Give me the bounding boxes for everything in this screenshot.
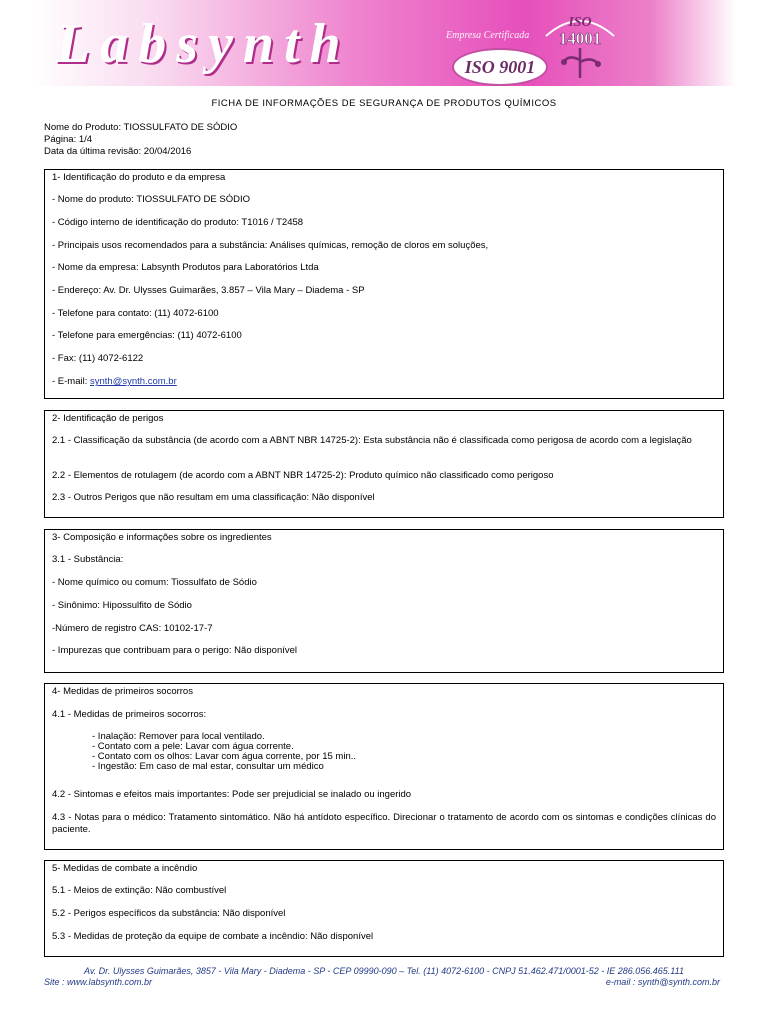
section-identification <box>44 169 724 399</box>
product-name: Nome do Produto: TIOSSULFATO DE SÓDIO <box>44 122 238 133</box>
other-hazards: 2.3 - Outros Perigos que não resultam em uma classificação: Não disponível <box>52 492 375 503</box>
section-line: - Principais usos recomendados para a substância: Análises químicas, remoção de cloros em soluções, <box>52 240 489 251</box>
section-heading: 4- Medidas de primeiros socorros <box>52 686 193 697</box>
page-number: Página: 1/4 <box>44 134 93 145</box>
document-meta <box>44 122 237 158</box>
svg-text:14001: 14001 <box>558 29 602 48</box>
physician-notes: 4.3 - Notas para o médico: Tratamento sintomático. Não há antídoto específico. Direcionar o tratamento de acordo com os sintomas e condições clínicas do paciente. <box>52 812 716 835</box>
section-line: - Endereço: Av. Dr. Ulysses Guimarães, 3.857 – Vila Mary – Diadema - SP <box>52 285 365 296</box>
section-line: - Telefone para contato: (11) 4072-6100 <box>52 308 219 319</box>
section-line: - Impurezas que contribuam para o perigo: Não disponível <box>52 645 298 656</box>
list-item: - Inalação: Remover para local ventilado. <box>92 731 265 742</box>
revision-date: Data da última revisão: 20/04/2016 <box>44 146 192 157</box>
iso-14001-logo <box>538 6 622 82</box>
labeling-elements: 2.2 - Elementos de rotulagem (de acordo com a ABNT NBR 14725-2): Produto químico não classificado como perigoso <box>52 470 554 481</box>
site-label: Site : <box>44 977 68 987</box>
email-link[interactable]: synth@synth.com.br <box>90 376 177 387</box>
section-line: 5.2 - Perigos específicos da substância: Não disponível <box>52 908 286 919</box>
footer-site <box>44 977 152 987</box>
section-line: - Nome da empresa: Labsynth Produtos para Laboratórios Ltda <box>52 262 319 273</box>
symptoms-effects: 4.2 - Sintomas e efeitos mais importantes: Pode ser prejudicial se inalado ou ingerido <box>52 789 412 800</box>
email-line <box>52 376 716 388</box>
email-label: - E-mail: <box>52 376 90 387</box>
section-first-aid <box>44 683 724 850</box>
list-item: - Ingestão: Em caso de mal estar, consultar um médico <box>92 761 324 772</box>
footer-email-link[interactable]: synth@synth.com.br <box>637 977 720 987</box>
document-title: FICHA DE INFORMAÇÕES DE SEGURANÇA DE PRODUTOS QUÍMICOS <box>211 98 557 109</box>
section-heading: 2- Identificação de perigos <box>52 413 164 424</box>
site-link[interactable]: www.labsynth.com.br <box>67 977 153 987</box>
section-line: 5.1 - Meios de extinção: Não combustível <box>52 885 227 896</box>
brand-logo: Labsynth <box>56 13 351 75</box>
section-line: - Código interno de identificação do produto: T1016 / T2458 <box>52 217 304 228</box>
section-line: - Nome do produto: TIOSSULFATO DE SÓDIO <box>52 194 250 205</box>
list-item: - Contato com os olhos: Lavar com água corrente, por 15 min.. <box>92 751 357 762</box>
section-composition <box>44 529 724 673</box>
section-heading: 1- Identificação do produto e da empresa <box>52 172 226 183</box>
svg-text:ISO: ISO <box>568 15 592 30</box>
list-item: - Contato com a pele: Lavar com água corrente. <box>92 741 294 752</box>
header-banner <box>32 0 736 86</box>
first-aid-list <box>92 732 356 772</box>
section-heading: 5- Medidas de combate a incêndio <box>52 863 198 874</box>
section-fire-fighting <box>44 860 724 957</box>
footer-email <box>606 977 720 987</box>
section-line: - Nome químico ou comum: Tiossulfato de Sódio <box>52 577 257 588</box>
footer-email-label: e-mail : <box>605 977 638 987</box>
certified-company-label: Empresa Certificada <box>446 30 530 41</box>
section-line: 5.3 - Medidas de proteção da equipe de combate a incêndio: Não disponível <box>52 931 374 942</box>
iso-9001-seal: ISO 9001 <box>452 48 548 86</box>
section-hazards <box>44 410 724 518</box>
section-line: -Número de registro CAS: 10102-17-7 <box>52 623 213 634</box>
hazard-classification: 2.1 - Classificação da substância (de acordo com a ABNT NBR 14725-2): Esta substância não é classificada como perigosa de acordo com a legislação <box>52 435 692 446</box>
section-heading: 3- Composição e informações sobre os ingredientes <box>52 532 272 543</box>
section-line: - Telefone para emergências: (11) 4072-6100 <box>52 330 242 341</box>
subsection-heading: 4.1 - Medidas de primeiros socorros: <box>52 709 207 720</box>
section-line: - Sinônimo: Hipossulfito de Sódio <box>52 600 192 611</box>
footer-address: Av. Dr. Ulysses Guimarães, 3857 - Vila Mary - Diadema - SP - CEP 09990-090 – Tel. (11) 4072-6100 - CNPJ 51.462.471/0001-52 - IE 286.056.465.111 <box>84 966 684 976</box>
section-line: 3.1 - Substância: <box>52 554 124 565</box>
section-line: - Fax: (11) 4072-6122 <box>52 353 144 364</box>
